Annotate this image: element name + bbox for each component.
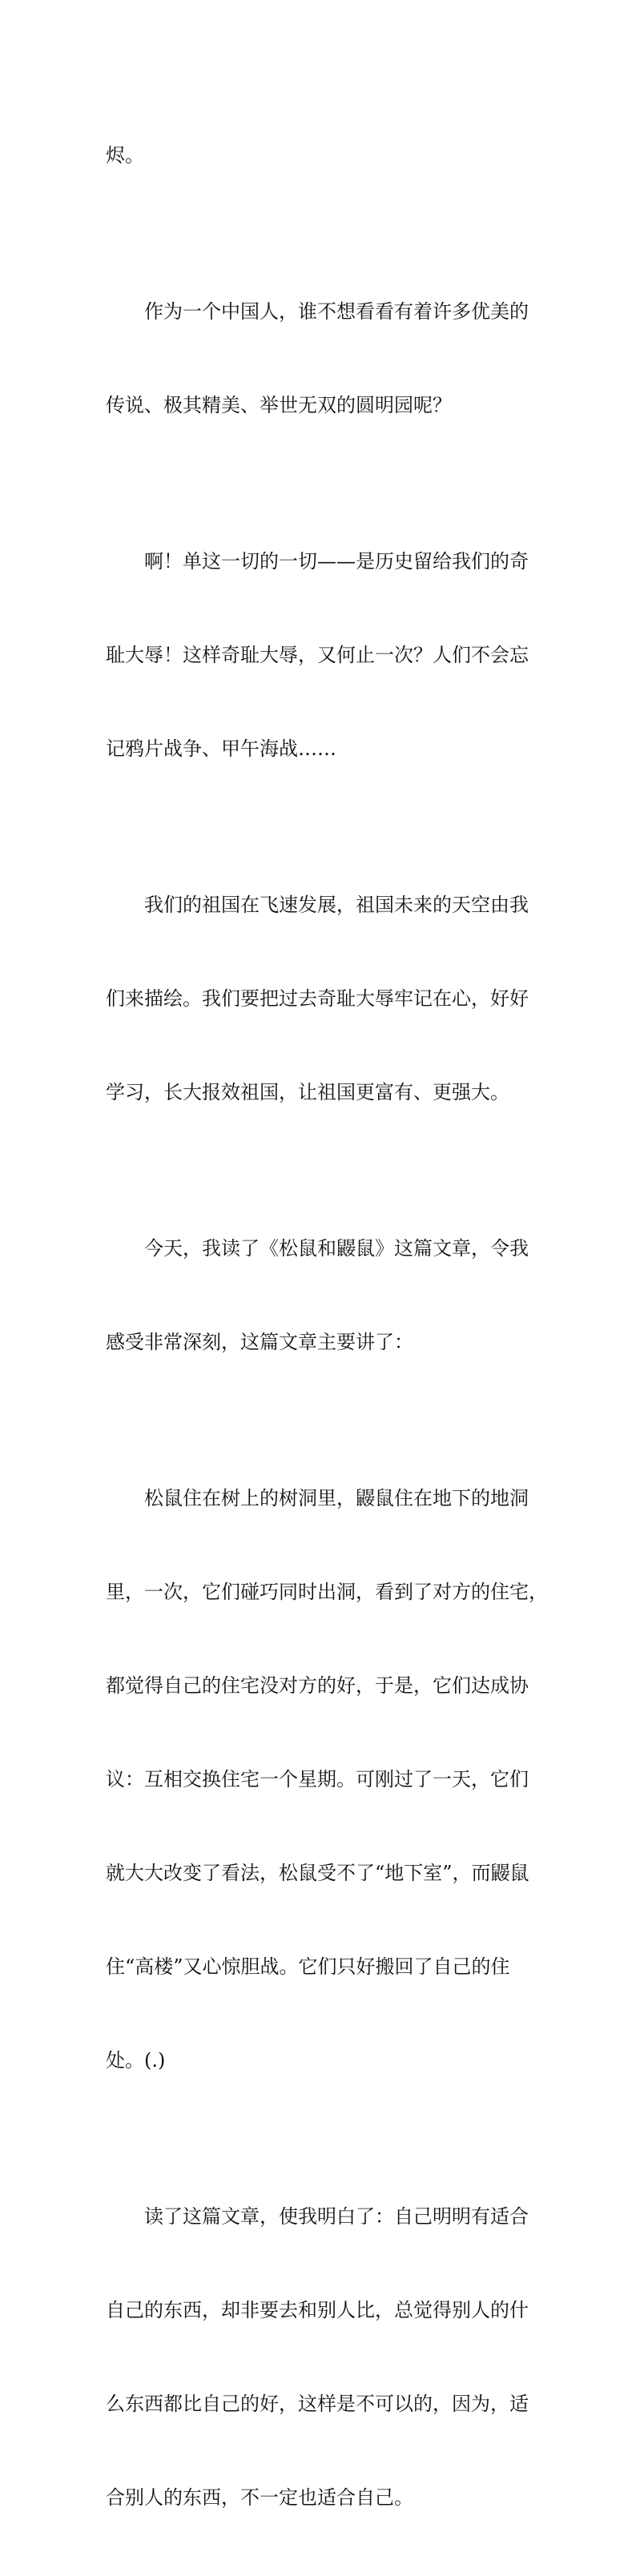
text-line: 们来描绘。我们要把过去奇耻大辱牢记在心，好好 bbox=[106, 987, 529, 1010]
paragraph-1 bbox=[106, 78, 538, 234]
text-line: 里，一次，它们碰巧同时出洞，看到了对方的住宅， bbox=[106, 1581, 548, 1603]
text-line: 合别人的东西，不一定也适合自己。 bbox=[106, 2486, 413, 2509]
paragraph-7 bbox=[106, 2139, 538, 2576]
paragraph-6 bbox=[106, 1421, 548, 2139]
text-line: 感受非常深刻，这篇文章主要讲了： bbox=[106, 1331, 413, 1353]
text-line: 啊！单这一切的一切——是历史留给我们的奇 bbox=[144, 550, 529, 573]
text-line: 么东西都比自己的好，这样是不可以的，因为，适 bbox=[106, 2393, 529, 2415]
text-line: 就大大改变了看法，松鼠受不了“地下室”，而鼹鼠 bbox=[106, 1862, 529, 1884]
text-line: 我们的祖国在飞速发展，祖国未来的天空由我 bbox=[144, 894, 529, 916]
text-line: 烬。 bbox=[106, 144, 144, 167]
document-page bbox=[106, 78, 548, 2576]
paragraph-2 bbox=[106, 234, 538, 484]
paragraph-5 bbox=[106, 1171, 538, 1421]
text-line: 传说、极其精美、举世无双的圆明园呢？ bbox=[106, 394, 452, 416]
text-line: 记鸦片战争、甲午海战…… bbox=[106, 737, 336, 760]
text-line: 耻大辱！这样奇耻大辱，又何止一次？人们不会忘 bbox=[106, 644, 529, 666]
text-line: 作为一个中国人，谁不想看看有着许多优美的 bbox=[144, 300, 529, 323]
paragraph-3 bbox=[106, 484, 538, 827]
text-line: 处。(.) bbox=[106, 2049, 166, 2072]
text-line: 都觉得自己的住宅没对方的好，于是，它们达成协 bbox=[106, 1674, 529, 1697]
paragraph-4 bbox=[106, 827, 538, 1171]
text-line: 自己的东西，却非要去和别人比，总觉得别人的什 bbox=[106, 2299, 529, 2321]
text-line: 学习，长大报效祖国，让祖国更富有、更强大。 bbox=[106, 1081, 509, 1103]
text-line: 今天，我读了《松鼠和鼹鼠》这篇文章，令我 bbox=[144, 1237, 529, 1260]
text-line: 松鼠住在树上的树洞里，鼹鼠住在地下的地洞 bbox=[144, 1487, 529, 1509]
text-line: 读了这篇文章，使我明白了：自己明明有适合 bbox=[144, 2205, 529, 2228]
text-line: 住“高楼”又心惊胆战。它们只好搬回了自己的住 bbox=[106, 1955, 510, 1978]
text-line: 议：互相交换住宅一个星期。可刚过了一天，它们 bbox=[106, 1768, 529, 1790]
